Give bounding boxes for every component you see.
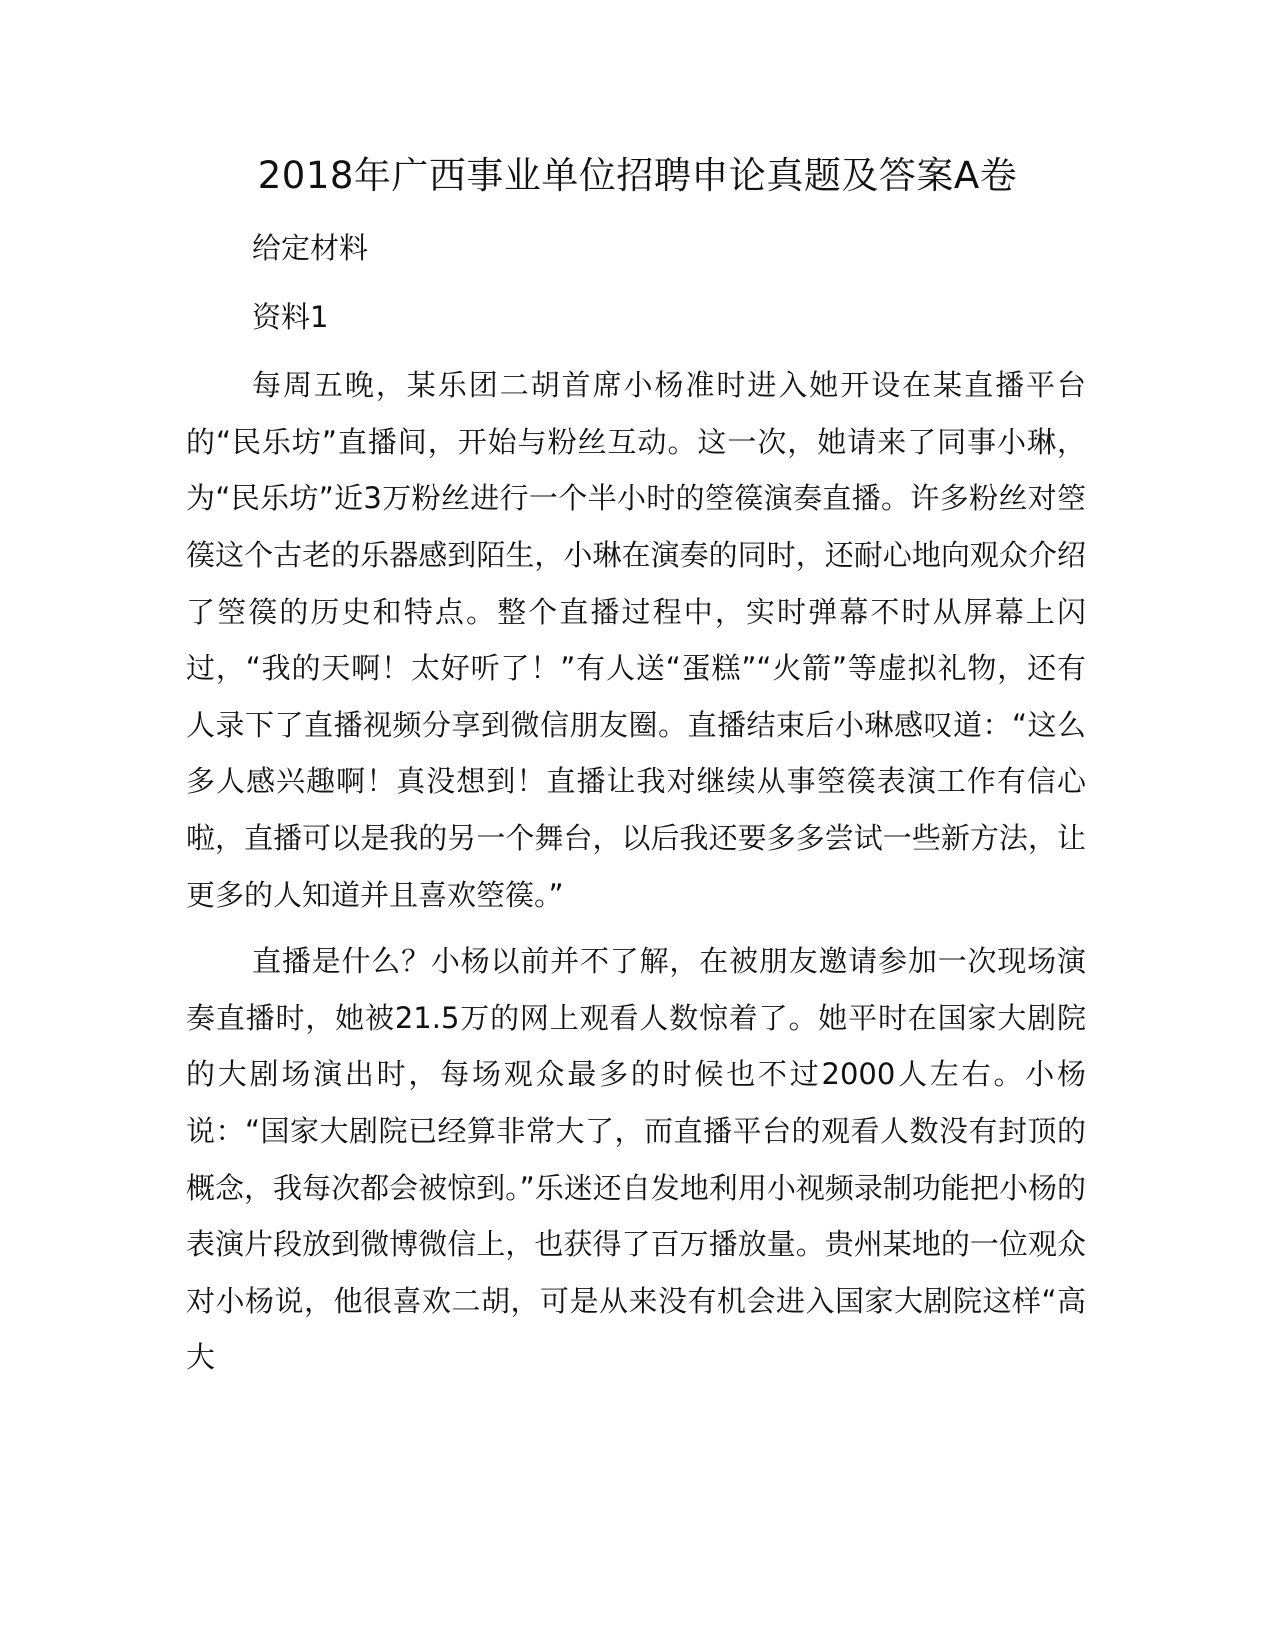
section-label: 给定材料: [252, 231, 369, 265]
document-body: [186, 220, 1086, 1396]
paragraph-2: 直播是什么？小杨以前并不了解，在被朋友邀请参加一次现场演奏直播时，她被21.5万的网上观看人数惊着了。她平时在国家大剧院的大剧场演出时，每场观众最多的时候也不过2000人左右。小杨说：“国家大剧院已经算非常大了，而直播平台的观看人数没有封顶的概念，我每次都会被惊到。”乐迷还自发地利用小视频录制功能把小杨的表演片段放到微博微信上，也获得了百万播放量。贵州某地的一位观众对小杨说，他很喜欢二胡，可是从来没有机会进入国家大剧院这样“高大: [186, 944, 1086, 1375]
paragraph-1: 每周五晚，某乐团二胡首席小杨准时进入她开设在某直播平台的“民乐坊”直播间，开始与粉丝互动。这一次，她请来了同事小琳，为“民乐坊”近3万粉丝进行一个半小时的箜篌演奏直播。许多粉丝对箜篌这个古老的乐器感到陌生，小琳在演奏的同时，还耐心地向观众介绍了箜篌的历史和特点。整个直播过程中，实时弹幕不时从屏幕上闪过，“我的天啊！太好听了！”有人送“蛋糕”“火箭”等虚拟礼物，还有人录下了直播视频分享到微信朋友圈。直播结束后小琳感叹道：“这么多人感兴趣啊！真没想到！直播让我对继续从事箜篌表演工作有信心啦，直播可以是我的另一个舞台，以后我还要多多尝试一些新方法，让更多的人知道并且喜欢箜篌。”: [186, 368, 1086, 912]
document-title: 2018年广西事业单位招聘申论真题及答案A卷: [257, 154, 1018, 197]
material-label: 资料1: [252, 299, 329, 334]
